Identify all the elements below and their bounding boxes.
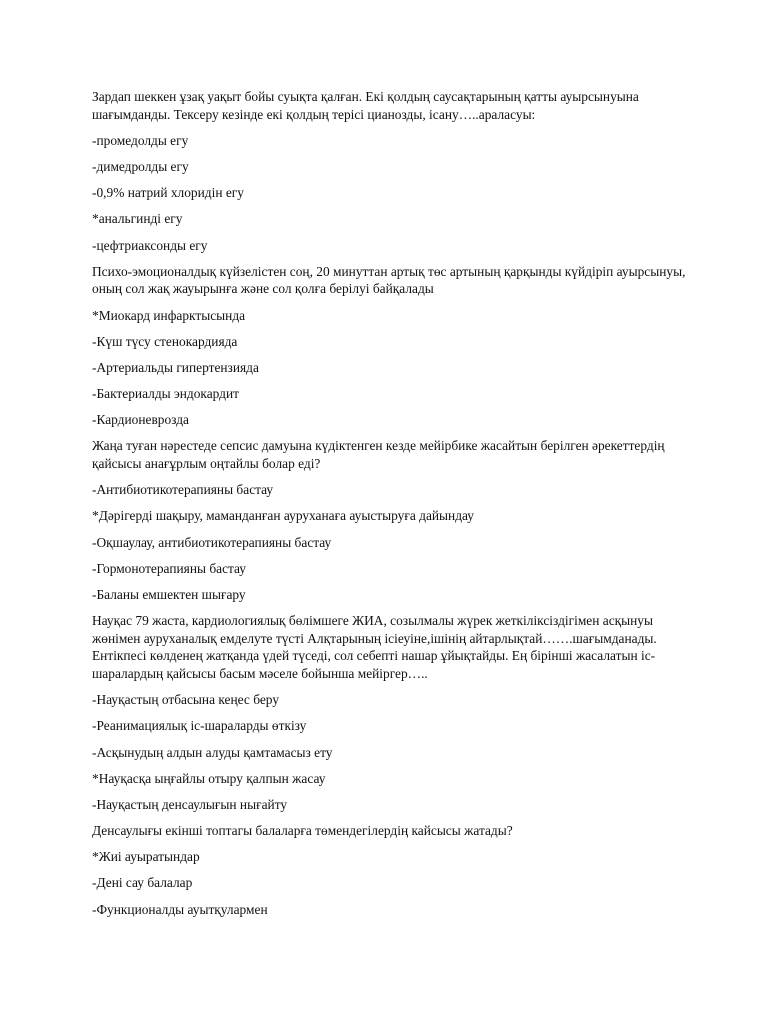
question-3-text: Жаңа туған нәрестеде сепсис дамуына күдіктенген кезде мейірбике жасайтын берілген әрекеттердің қайсысы анағұрлым оңтайлы болар еді? [92, 438, 665, 472]
question-2-text: Психо-эмоционалдық күйзелістен соң, 20 минуттан артық төс артының қарқынды күйдіріп ауырсынуы, оның сол жақ жауырынға және сол қолға берілуі байқалады [92, 263, 686, 297]
question-1-text: Зардап шеккен ұзақ уақыт бойы суықта қалған. Екі қолдың саусақтарының қатты ауырсынуына шағымданды. Тексеру кезінде екі қолдың терісі цианозды, ісану…..араласуы: [92, 89, 639, 122]
question-4-option-3: -Асқынудың алдын алуды қамтамасыз ету [92, 744, 333, 760]
question-5-option-3: -Функционалды ауытқулармен [92, 901, 268, 917]
question-4-option-4: *Науқасқа ыңғайлы отыру қалпын жасау [92, 770, 326, 786]
question-4-text: Науқас 79 жаста, кардиологиялық бөлімшеге ЖИА, созылмалы жүрек жеткіліксіздігімен асқынуы жөнімен ауруханалық емделуте түсті Алқтарының ісіеуіне,ішінің айтарлықтай…….шағымданады. Ентікпесі көлденең жатқанда үдей түседі, сол себепті нашар ұйықтайды. Ең бірінші жасалатын іс-шаралардың қайсысы басым мәселе бойынша мейіргер….. [92, 613, 657, 681]
question-2-option-5: -Кардионевроздa [92, 412, 189, 428]
question-5-option-2: -Дені сау балалар [92, 875, 193, 891]
question-2-option-3: -Артериальды гипертензияда [92, 359, 259, 375]
question-3-option-2: *Дәрігерді шақыру, маманданған ауруханаға ауыстыруға дайындау [92, 508, 474, 524]
question-5-option-1: *Жиі ауыратындар [92, 849, 200, 865]
question-2-option-1: *Миокард инфарктысында [92, 307, 246, 323]
question-3-option-3: -Оқшаулау, антибиотикотерапияны бастау [92, 534, 332, 550]
question-1-option-4: *анальгинді егу [92, 211, 183, 227]
question-2-option-2: -Күш түсу стенокардияда [92, 333, 238, 349]
question-5-text: Денсаулығы екінші топтагы балаларға төмендегілердің кайсысы жатады? [92, 823, 513, 839]
question-3-option-1: -Антибиотикотерапияны бастау [92, 482, 274, 498]
question-1-option-1: -промедолды егу [92, 132, 189, 148]
question-4-option-5: -Науқастың денсаулығын нығайту [92, 796, 288, 812]
question-3-option-5: -Баланы емшектен шығару [92, 586, 246, 602]
question-3-option-4: -Гормонотерапияны бастау [92, 560, 246, 576]
document-body [92, 88, 692, 927]
question-4-option-2: -Реанимациялық іс-шараларды өткізу [92, 718, 307, 734]
question-2-option-4: -Бактериалды эндокардит [92, 386, 239, 402]
question-1-option-2: -димедролды егу [92, 158, 189, 174]
question-1-option-5: -цефтриаксонды егу [92, 237, 208, 253]
question-4-option-1: -Науқастың отбасына кеңес беру [92, 692, 280, 708]
question-1-option-3: -0,9% натрий хлоридін егу [92, 185, 244, 201]
